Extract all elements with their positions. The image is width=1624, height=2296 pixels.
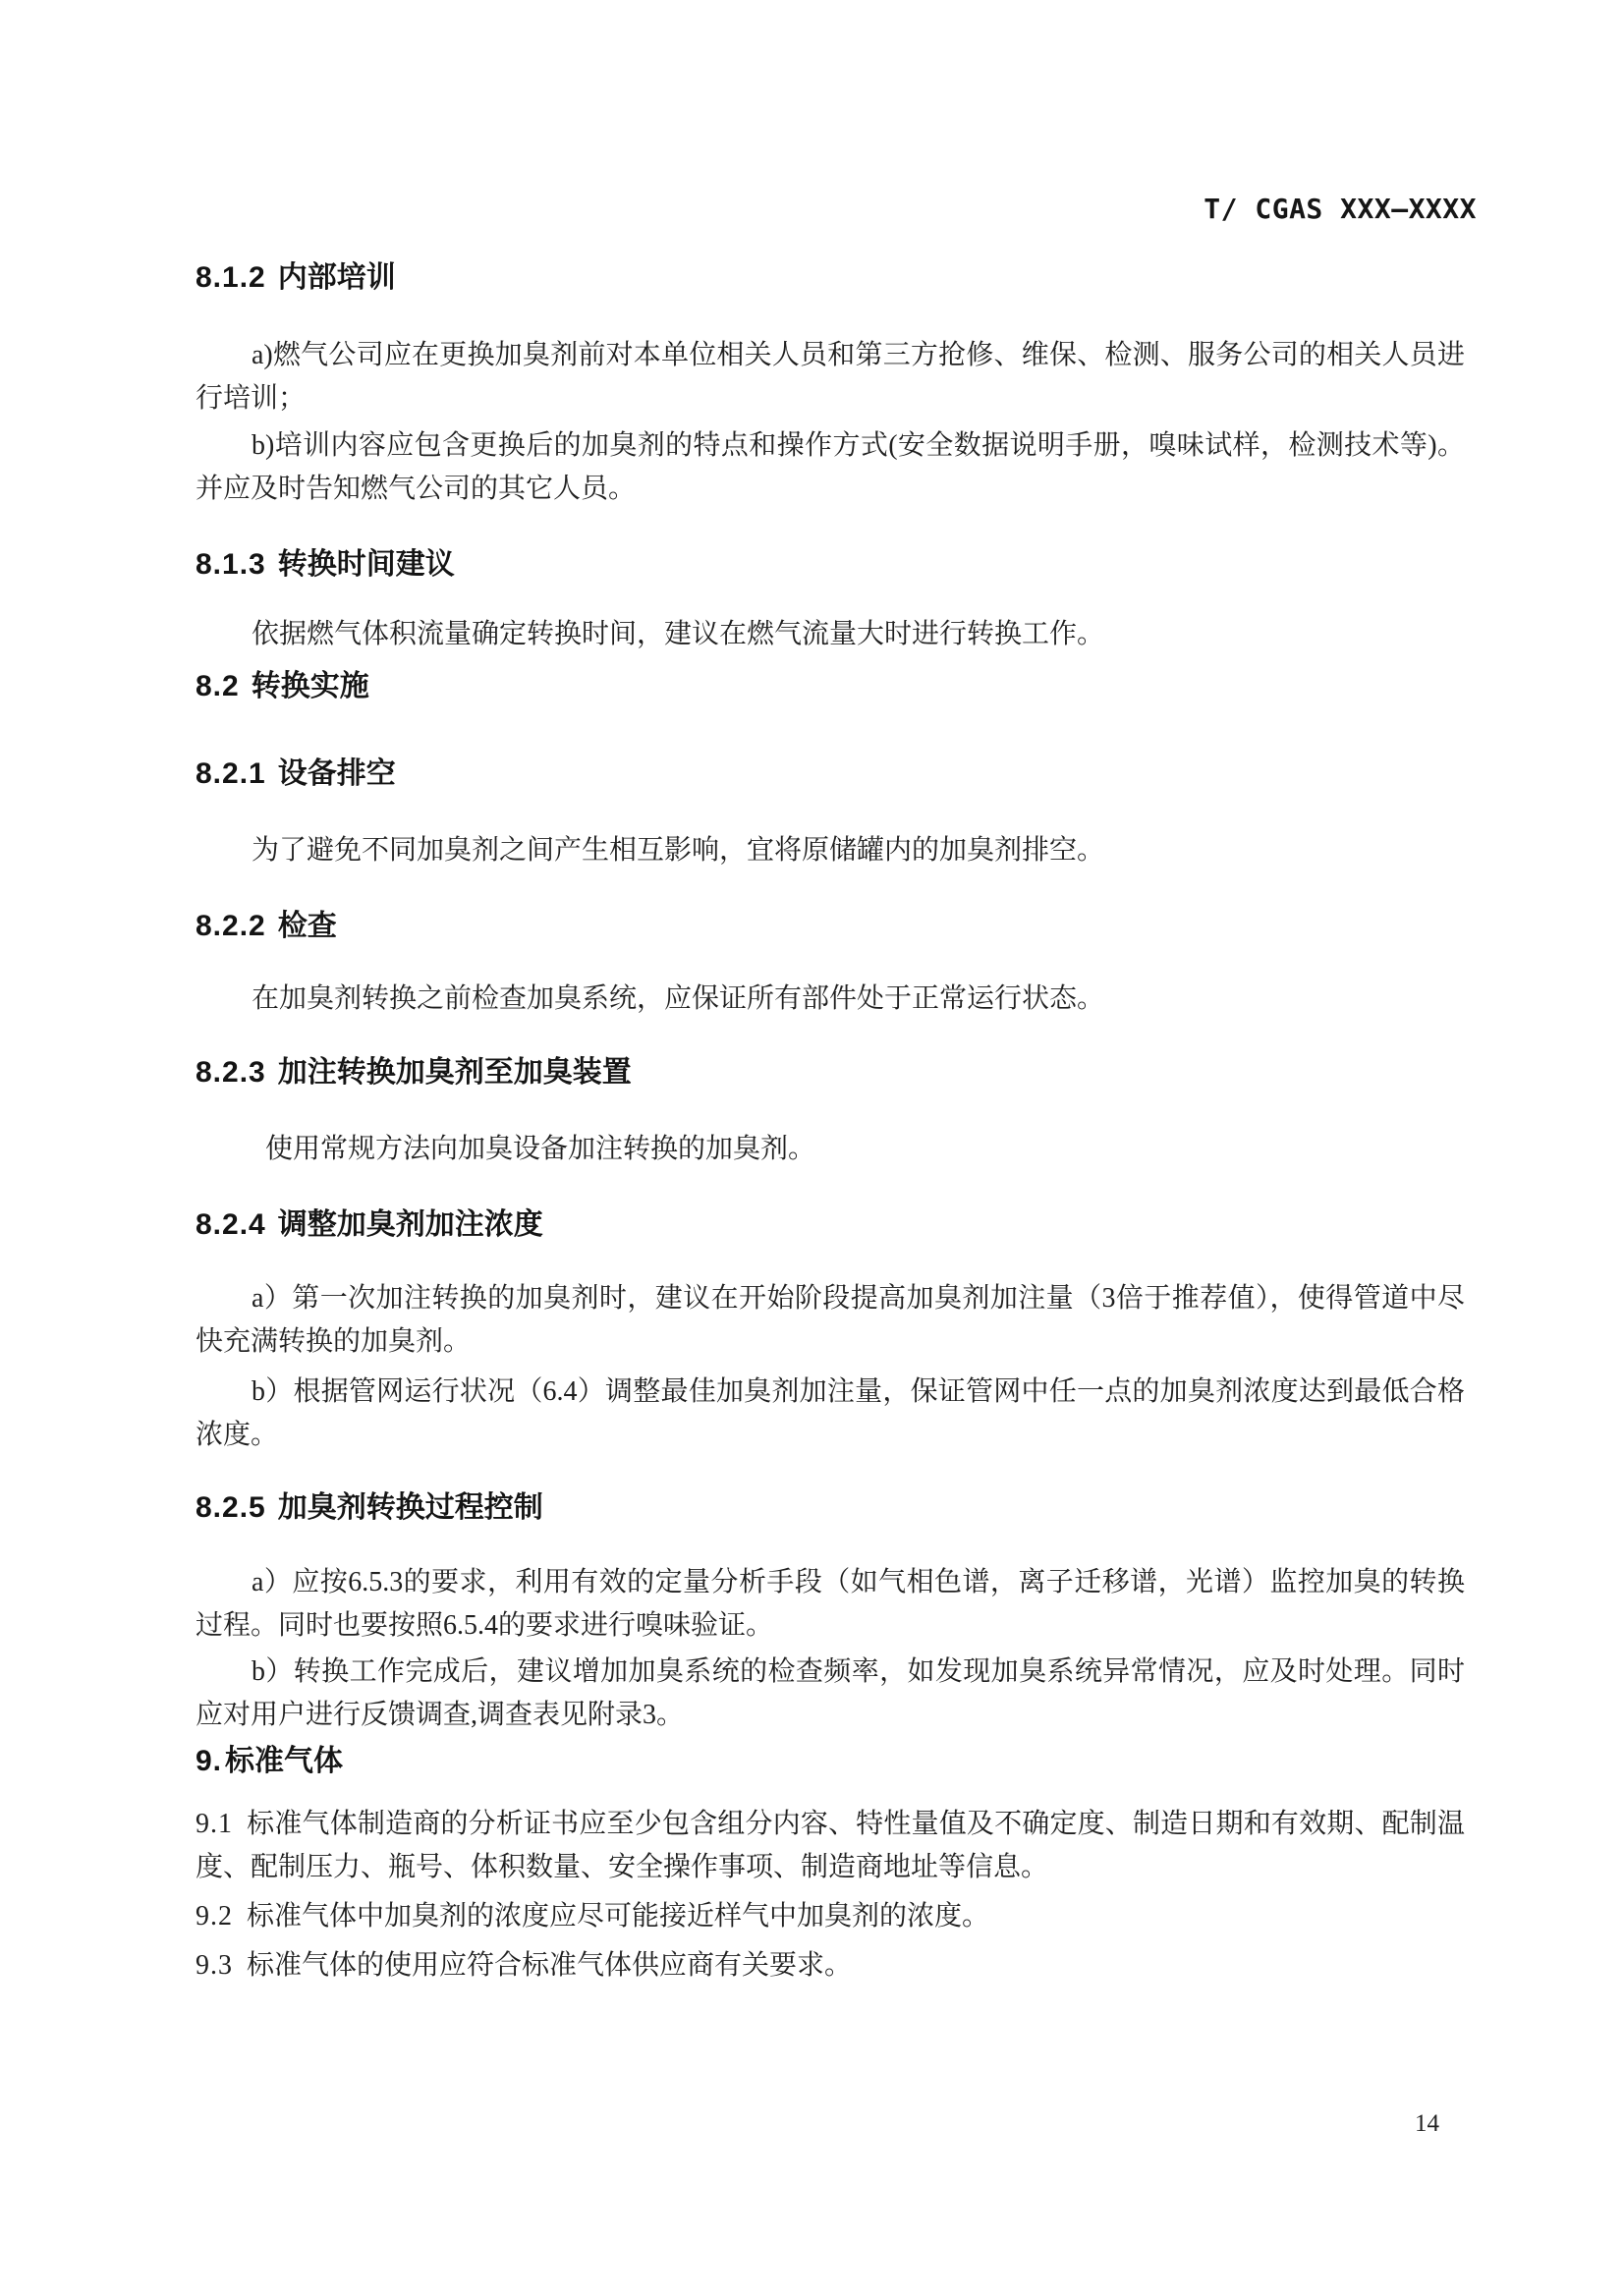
- clause-number: 9.3: [196, 1950, 233, 1981]
- paragraph-8-2-3: 使用常规方法向加臭设备加注转换的加臭剂。: [265, 1134, 816, 1164]
- paragraph-8-1-2-b: b)培训内容应包含更换后的加臭剂的特点和操作方式(安全数据说明手册，嗅味试样，检测技术等)。并应及时告知燃气公司的其它人员。: [196, 430, 1465, 504]
- clause-text: 标准气体制造商的分析证书应至少包含组分内容、特性量值及不确定度、制造日期和有效期、配制温度、配制压力、瓶号、体积数量、安全操作事项、制造商地址等信息。: [196, 1809, 1465, 1882]
- paragraph-8-2-5-b: b）转换工作完成后，建议增加加臭系统的检查频率，如发现加臭系统异常情况，应及时处理。同时应对用户进行反馈调查,调查表见附录3。: [196, 1656, 1465, 1730]
- paragraph-9-2: [196, 1895, 1465, 1938]
- paragraph-9-1: [196, 1803, 1465, 1889]
- clause-text: 标准气体的使用应符合标准气体供应商有关要求。: [247, 1950, 853, 1981]
- clause-text: 标准气体中加臭剂的浓度应尽可能接近样气中加臭剂的浓度。: [247, 1901, 990, 1932]
- paragraph-9-3: [196, 1944, 1465, 1988]
- section-number: 8.2.2: [196, 910, 266, 942]
- section-number: 9.: [196, 1745, 223, 1777]
- section-number: 8.1.2: [196, 261, 266, 294]
- clause-number: 9.1: [196, 1809, 233, 1839]
- section-heading-8-2-4: [196, 1208, 543, 1242]
- section-title: 设备排空: [277, 757, 396, 790]
- section-heading-8-2-5: [196, 1491, 543, 1525]
- section-title: 加注转换加臭剂至加臭装置: [277, 1056, 632, 1089]
- paragraph-8-2-1: 为了避免不同加臭剂之间产生相互影响，宜将原储罐内的加臭剂排空。: [252, 835, 1105, 866]
- paragraph-8-2-4-a: a）第一次加注转换的加臭剂时，建议在开始阶段提高加臭剂加注量（3倍于推荐值），使得管道中尽快充满转换的加臭剂。: [196, 1283, 1465, 1357]
- section-number: 8.2.3: [196, 1056, 266, 1089]
- section-number: 8.1.3: [196, 548, 266, 581]
- doc-code-header: T/ CGAS XXX—XXXX: [1204, 193, 1477, 225]
- section-heading-8-2-1: [196, 757, 396, 791]
- paragraph-8-2-5-a: a）应按6.5.3的要求，利用有效的定量分析手段（如气相色谱，离子迁移谱，光谱）监控加臭的转换过程。同时也要按照6.5.4的要求进行嗅味验证。: [196, 1567, 1465, 1641]
- section-title: 转换时间建议: [277, 548, 455, 581]
- section-number: 8.2.1: [196, 757, 266, 790]
- section-heading-8-2-3: [196, 1056, 632, 1090]
- section-title: 内部培训: [277, 261, 396, 294]
- section-title: 检查: [277, 910, 337, 942]
- paragraph-8-2-2: 在加臭剂转换之前检查加臭系统，应保证所有部件处于正常运行状态。: [252, 983, 1105, 1014]
- section-heading-8-2-2: [196, 910, 337, 943]
- section-title: 转换实施: [251, 670, 369, 702]
- section-heading-8-1-3: [196, 548, 455, 582]
- paragraph-8-1-3: 依据燃气体积流量确定转换时间，建议在燃气流量大时进行转换工作。: [252, 619, 1105, 649]
- section-title: 加臭剂转换过程控制: [277, 1491, 543, 1524]
- page-number: 14: [1415, 2110, 1439, 2137]
- section-number: 8.2.5: [196, 1491, 266, 1524]
- paragraph-8-1-2-a: a)燃气公司应在更换加臭剂前对本单位相关人员和第三方抢修、维保、检测、服务公司的相关人员进行培训；: [196, 340, 1465, 414]
- section-heading-8-2: [196, 670, 369, 703]
- section-heading-8-1-2: [196, 261, 396, 295]
- section-title: 调整加臭剂加注浓度: [277, 1208, 543, 1241]
- section-heading-9: [196, 1745, 343, 1778]
- section-number: 8.2: [196, 670, 240, 702]
- paragraph-8-2-4-b: b）根据管网运行状况（6.4）调整最佳加臭剂加注量，保证管网中任一点的加臭剂浓度达到最低合格浓度。: [196, 1376, 1465, 1450]
- section-title: 标准气体: [225, 1745, 344, 1777]
- clause-number: 9.2: [196, 1901, 233, 1932]
- section-number: 8.2.4: [196, 1208, 266, 1241]
